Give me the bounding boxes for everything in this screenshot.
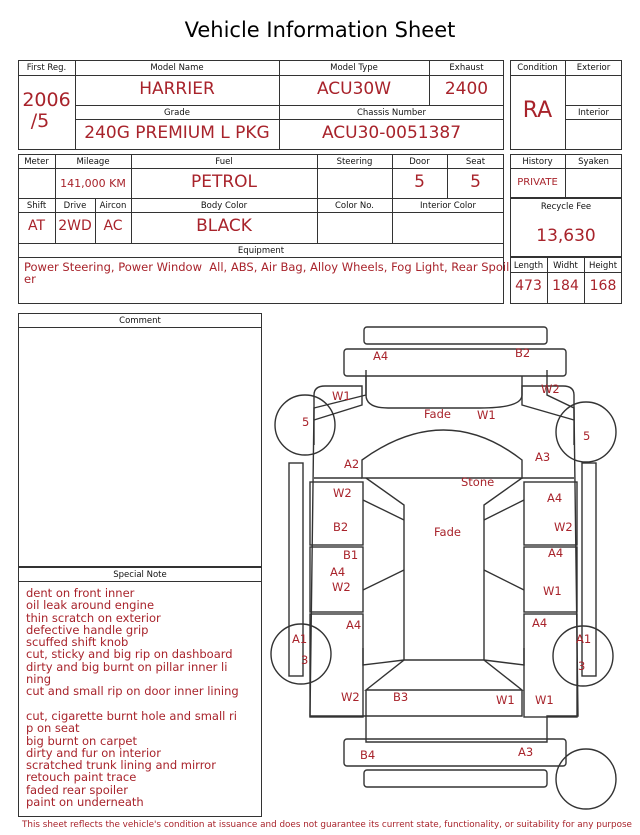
special-note-item: thin scratch on exterior: [26, 610, 161, 625]
mark-right-a-pillar: A3: [535, 450, 551, 464]
door-label: Door: [409, 157, 430, 167]
length-label: Length: [513, 261, 544, 271]
model-name-label: Model Name: [150, 63, 204, 73]
mileage-value: 141,000 KM: [60, 177, 126, 190]
steering-label: Steering: [336, 157, 373, 167]
page-title: Vehicle Information Sheet: [184, 18, 456, 42]
height-value: 168: [589, 278, 617, 294]
interior-color-label: Interior Color: [420, 201, 476, 211]
special-note-item: dent on front inner: [26, 586, 135, 600]
model-name-value: HARRIER: [139, 79, 215, 99]
special-note-item: ning: [26, 672, 52, 687]
history-label: History: [522, 157, 553, 167]
first-reg-year: 2006: [22, 89, 71, 111]
mark-front-right-fender: W2: [541, 382, 560, 396]
mark-left-rear-door-w2: W2: [332, 580, 351, 594]
mark-front-bumper-left: A4: [373, 349, 389, 363]
mark-rear-bumper-right: A3: [518, 745, 534, 759]
mark-right-rocker: A4: [532, 616, 548, 630]
mark-right-rear-door-w1: W1: [543, 584, 562, 598]
syaken-label: Syaken: [578, 157, 609, 167]
equipment-label: Equipment: [237, 246, 285, 256]
mark-roof-fade: Fade: [434, 525, 461, 539]
body-color-label: Body Color: [200, 201, 248, 211]
mark-front-left-tire: 5: [302, 415, 310, 429]
mark-left-rear-door-a4: A4: [330, 565, 346, 579]
mark-left-b-pillar: B1: [343, 548, 359, 562]
shift-label: Shift: [26, 201, 47, 211]
exhaust-label: Exhaust: [449, 63, 484, 73]
first-reg-month: /5: [30, 110, 50, 132]
mark-rear-left-quarter: W2: [341, 690, 360, 704]
special-note-item: cut, sticky and big rip on dashboard: [26, 647, 233, 662]
car-damage-diagram: [270, 320, 630, 817]
history-value: PRIVATE: [517, 177, 558, 188]
interior-label: Interior: [577, 108, 609, 118]
door-value: 5: [414, 172, 425, 192]
special-note-item: defective handle grip: [26, 622, 149, 637]
mark-rear-right-tire: 3: [578, 659, 586, 673]
mark-left-a-pillar: A2: [344, 457, 360, 471]
special-note-item: dirty and fur on interior: [26, 745, 161, 760]
mark-front-left-fender: W1: [332, 389, 351, 403]
mark-hood-w1: W1: [477, 408, 496, 422]
mark-right-rear-door-a4: A4: [548, 546, 564, 560]
meter-label: Meter: [24, 157, 49, 167]
special-note-list: [26, 587, 260, 808]
exterior-label: Exterior: [576, 63, 611, 73]
mark-right-front-door-w2: W2: [554, 520, 573, 534]
color-no-label: Color No.: [334, 201, 374, 211]
seat-value: 5: [470, 172, 481, 192]
mark-hood-fade: Fade: [424, 407, 451, 421]
special-note-item: big burnt on carpet: [26, 733, 137, 748]
first-reg-label: First Reg.: [26, 63, 67, 73]
fuel-value: PETROL: [190, 172, 258, 192]
height-label: Height: [588, 261, 618, 271]
body-color-value: BLACK: [196, 216, 252, 236]
equipment-value: Power Steering, Power Window All, ABS, Air Bag, Alloy Wheels, Fog Light, Rear Spoil er: [24, 260, 510, 286]
mark-trunk-b3: B3: [393, 690, 409, 704]
exhaust-value: 2400: [444, 79, 489, 99]
special-note-item: paint on underneath: [26, 795, 144, 810]
special-note-item: retouch paint trace: [26, 770, 137, 785]
condition-value: RA: [522, 98, 553, 123]
disclaimer-footer: This sheet reflects the vehicle's condition at issuance and does not guarantee its current state, functionality, or suitability for any purpose: [22, 820, 632, 830]
special-note-label: Special Note: [113, 570, 167, 580]
width-value: 184: [552, 278, 579, 294]
chassis-number-label: Chassis Number: [356, 108, 427, 118]
mark-roof-stone: Stone: [461, 475, 495, 489]
aircon-value: AC: [103, 218, 123, 234]
recycle-fee-value: 13,630: [536, 226, 596, 246]
mark-rear-left-tire-grade: A1: [292, 632, 308, 646]
mark-front-bumper-right: B2: [515, 346, 531, 360]
special-note-item: oil leak around engine: [26, 598, 155, 613]
mark-rear-bumper-left: B4: [360, 748, 376, 762]
special-note-item: p on seat: [26, 721, 80, 736]
special-note-item: scuffed shift knob: [26, 635, 129, 650]
special-note-item: scratched trunk lining and mirror: [26, 758, 216, 773]
mark-right-front-door-a4: A4: [547, 491, 563, 505]
grade-value: 240G PREMIUM L PKG: [84, 123, 270, 143]
mark-rear-right-tire-grade: A1: [576, 632, 592, 646]
mark-left-rocker: A4: [346, 618, 362, 632]
comment-label: Comment: [119, 316, 161, 326]
mark-left-front-door-w2: W2: [333, 486, 352, 500]
mark-front-right-tire: 5: [583, 429, 591, 443]
special-note-item: faded rear spoiler: [26, 782, 128, 797]
mileage-label: Mileage: [76, 157, 110, 167]
special-note-item: cut, cigarette burnt hole and small ri: [26, 708, 237, 723]
model-type-label: Model Type: [330, 63, 378, 73]
mark-rear-left-tire: 3: [301, 653, 309, 667]
mark-trunk-w1: W1: [496, 693, 515, 707]
special-note-item: cut and small rip on door inner lining: [26, 684, 239, 699]
length-value: 473: [515, 278, 542, 294]
chassis-number-value: ACU30-0051387: [321, 123, 462, 143]
special-note-item: dirty and big burnt on pillar inner li: [26, 659, 228, 674]
drive-value: 2WD: [58, 218, 92, 234]
shift-value: AT: [27, 218, 46, 234]
recycle-fee-label: Recycle Fee: [540, 202, 592, 212]
drive-label: Drive: [63, 201, 87, 211]
width-label: Widht: [553, 261, 578, 271]
mark-left-front-door-b2: B2: [333, 520, 349, 534]
model-type-value: ACU30W: [316, 79, 392, 99]
fuel-label: Fuel: [215, 157, 233, 167]
seat-label: Seat: [465, 157, 486, 167]
aircon-label: Aircon: [99, 201, 127, 211]
mark-rear-right-quarter: W1: [535, 693, 554, 707]
comment-box: [18, 313, 262, 567]
condition-label: Condition: [517, 63, 558, 73]
grade-label: Grade: [164, 108, 190, 118]
